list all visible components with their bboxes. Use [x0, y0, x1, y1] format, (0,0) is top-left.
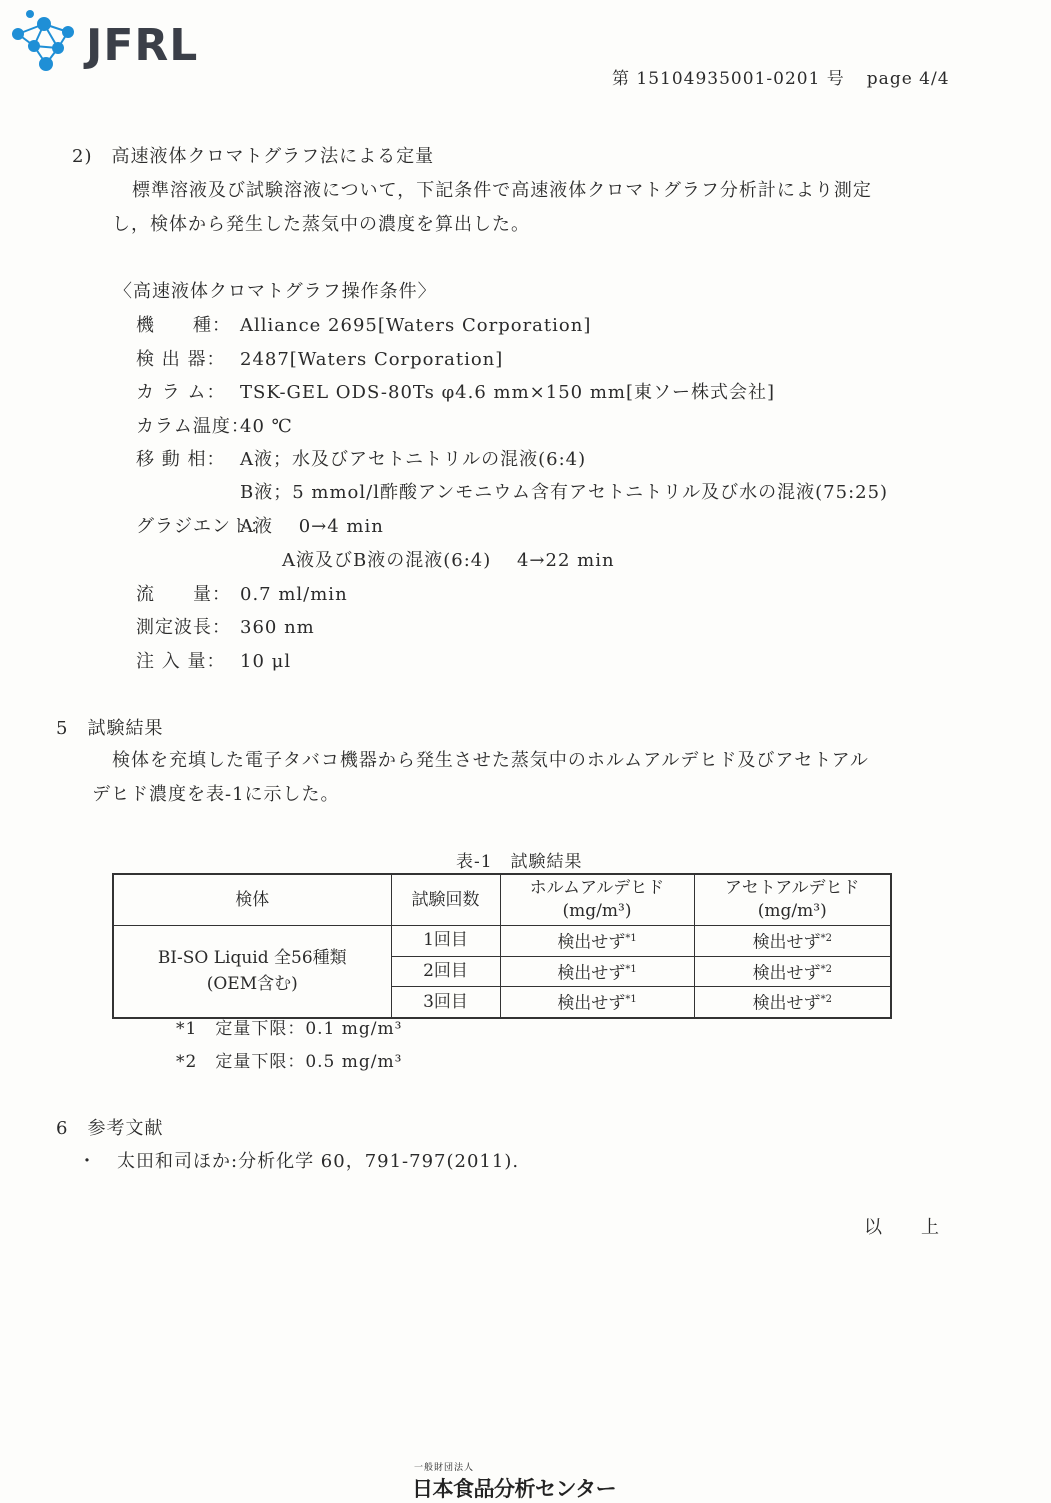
- table-row: [113, 926, 891, 957]
- condition-value: 2487[Waters Corporation]: [240, 349, 504, 370]
- condition-value: 40 ℃: [240, 416, 293, 437]
- condition-flow-rate: [136, 580, 348, 606]
- condition-value: 360 nm: [240, 617, 315, 638]
- org-name: 日本食品分析センター: [412, 1477, 617, 1501]
- condition-value: A液；水及びアセトニトリルの混液(6:4): [240, 449, 587, 470]
- section-2-heading: 2) 高速液体クロマトグラフ法による定量: [72, 146, 435, 167]
- condition-injection: [136, 647, 291, 673]
- formaldehyde-cell: [500, 956, 694, 987]
- trial-cell: 1回目: [391, 926, 500, 957]
- condition-value: 10 μl: [240, 651, 292, 672]
- table-caption: 表-1 試験結果: [456, 852, 583, 872]
- section-5-paragraph-line2: デヒド濃度を表-1に示した。: [92, 784, 340, 805]
- result-value: 検出せず: [557, 932, 626, 953]
- org-small-label: 一般財団法人: [414, 1463, 475, 1473]
- condition-wavelength: [136, 613, 315, 639]
- sample-name-cell: [113, 926, 391, 1018]
- condition-mobile-phase-b: B液；5 mmol/l酢酸アンモニウム含有アセトニトリル及び水の混液(75:25): [240, 482, 889, 503]
- sample-name: BI-SO Liquid 全56種類: [157, 948, 347, 969]
- doc-number: 第 15104935001-0201 号: [612, 69, 845, 89]
- table-header-row: [113, 874, 891, 926]
- condition-value: A液 0→4 min: [240, 516, 384, 537]
- jfrl-logo: [6, 6, 216, 76]
- conditions-title: 〈高速液体クロマトグラフ操作条件〉: [114, 281, 437, 302]
- result-value: 検出せず: [557, 993, 626, 1014]
- result-value: 検出せず: [752, 963, 821, 984]
- acetaldehyde-label: アセトアルデヒド: [724, 878, 860, 898]
- section-2-paragraph-line2: し，検体から発生した蒸気中の濃度を算出した。: [112, 214, 530, 235]
- condition-model: [136, 311, 591, 337]
- condition-column-temp: [136, 412, 293, 438]
- condition-label: 機 種：: [136, 315, 231, 336]
- section-5-heading: 5 試験結果: [56, 718, 164, 739]
- condition-gradient-step2: A液及びB液の混液(6:4) 4→22 min: [282, 550, 615, 571]
- condition-value: TSK-GEL ODS-80Ts φ4.6 mm×150 mm[東ソー株式会社]: [240, 382, 775, 403]
- result-value: 検出せず: [752, 932, 821, 953]
- reference-bullet: ・: [78, 1151, 97, 1172]
- formaldehyde-cell: [500, 987, 694, 1018]
- acetaldehyde-cell: [694, 987, 891, 1018]
- formaldehyde-label: ホルムアルデヒド: [529, 878, 665, 898]
- footnote-ref: *1: [625, 933, 637, 944]
- formaldehyde-cell: [500, 926, 694, 957]
- sample-note: (OEM含む): [206, 974, 298, 995]
- condition-value: 0.7 ml/min: [240, 584, 348, 605]
- formaldehyde-unit: (mg/m³): [562, 901, 632, 921]
- footnote-1: *1 定量下限：0.1 mg/m³: [176, 1019, 403, 1039]
- condition-column: [136, 378, 775, 404]
- section-5-paragraph-line1: 検体を充填した電子タバコ機器から発生させた蒸気中のホルムアルデヒド及びアセトアル: [112, 750, 869, 771]
- footnote-ref: *2: [820, 994, 832, 1006]
- result-value: 検出せず: [752, 993, 821, 1014]
- condition-label: 移 動 相：: [136, 449, 226, 470]
- header-formaldehyde: [500, 874, 694, 926]
- section-2-paragraph-line1: 標準溶液及び試験溶液について，下記条件で高速液体クロマトグラフ分析計により測定: [132, 180, 872, 201]
- footnote-ref: *2: [820, 963, 832, 975]
- condition-label: カ ラ ム：: [136, 382, 226, 403]
- condition-label: 測定波長：: [136, 617, 231, 638]
- acetaldehyde-unit: (mg/m³): [757, 901, 827, 921]
- footnote-ref: *2: [820, 933, 832, 944]
- result-value: 検出せず: [557, 963, 626, 984]
- closing-mark: 以 上: [864, 1217, 940, 1238]
- footer-organization: [412, 1460, 617, 1503]
- acetaldehyde-cell: [694, 956, 891, 987]
- logo-text: JFRL: [86, 20, 199, 71]
- section-6-heading: 6 参考文献: [56, 1118, 164, 1139]
- footnote-2: *2 定量下限：0.5 mg/m³: [176, 1052, 403, 1072]
- footnote-ref: *1: [625, 994, 637, 1006]
- condition-gradient: [136, 512, 384, 538]
- condition-label: カラム温度：: [136, 416, 250, 437]
- footnote-ref: *1: [625, 963, 637, 975]
- reference-item: 太田和司ほか:分析化学 60，791-797(2011).: [117, 1151, 520, 1172]
- acetaldehyde-cell: [694, 926, 891, 957]
- header-trial: 試験回数: [391, 874, 500, 926]
- condition-detector: [136, 345, 503, 371]
- condition-label: グラジエント：: [136, 516, 269, 537]
- results-table: [112, 873, 892, 1019]
- header-acetaldehyde: [694, 874, 891, 926]
- condition-label: 流 量：: [136, 584, 231, 605]
- page-number: page 4/4: [866, 69, 950, 89]
- trial-cell: 3回目: [391, 987, 500, 1018]
- molecule-logo-icon: [6, 6, 86, 76]
- condition-value: Alliance 2695[Waters Corporation]: [240, 315, 592, 336]
- condition-label: 検 出 器：: [136, 349, 226, 370]
- trial-cell: 2回目: [391, 956, 500, 987]
- document-number: [612, 64, 950, 89]
- condition-mobile-phase: [136, 445, 586, 471]
- header-sample: 検体: [113, 874, 391, 926]
- condition-label: 注 入 量：: [136, 651, 226, 672]
